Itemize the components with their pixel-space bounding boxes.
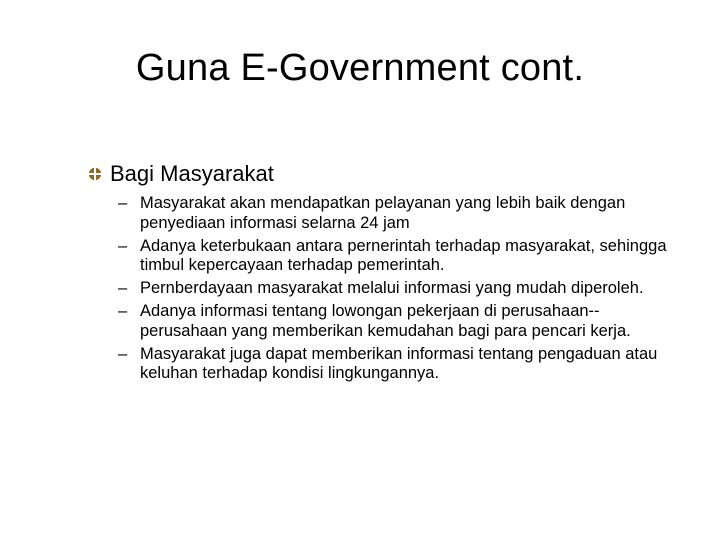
list-item-text: Adanya keterbukaan antara pernerintah terhadap masyarakat, sehingga timbul kepercayaan terhadap pemerintah. xyxy=(140,236,667,274)
list-item-text: Masyarakat akan mendapatkan pelayanan yang lebih baik dengan penyediaan informasi selarna 24 jam xyxy=(140,194,626,232)
list-item-text: Adanya informasi tentang lowongan pekerjaan di perusahaan-- perusahaan yang memberikan kemudahan bagi para pencari kerja. xyxy=(140,302,631,340)
list-item xyxy=(118,194,678,233)
diamond-bullet-icon xyxy=(88,167,102,181)
dash-marker: – xyxy=(118,236,128,255)
list-item-text: Pernberdayaan masyarakat melalui informasi yang mudah diperoleh. xyxy=(140,279,644,297)
slide-title: Guna E-Government cont. xyxy=(135,47,585,89)
dash-marker: – xyxy=(118,344,128,363)
dash-marker: – xyxy=(118,194,128,212)
sub-bullet-list xyxy=(118,194,678,387)
list-item xyxy=(118,345,678,384)
list-item xyxy=(118,302,678,341)
list-item-text: Masyarakat juga dapat memberikan informasi tentang pengaduan atau keluhan terhadap kondisi lingkungannya. xyxy=(140,344,658,382)
list-item xyxy=(118,279,678,299)
dash-marker: – xyxy=(118,279,128,297)
list-item xyxy=(118,237,678,276)
bullet-heading-row xyxy=(88,160,688,188)
dash-marker: – xyxy=(118,302,128,320)
section-heading: Bagi Masyarakat xyxy=(110,161,274,186)
